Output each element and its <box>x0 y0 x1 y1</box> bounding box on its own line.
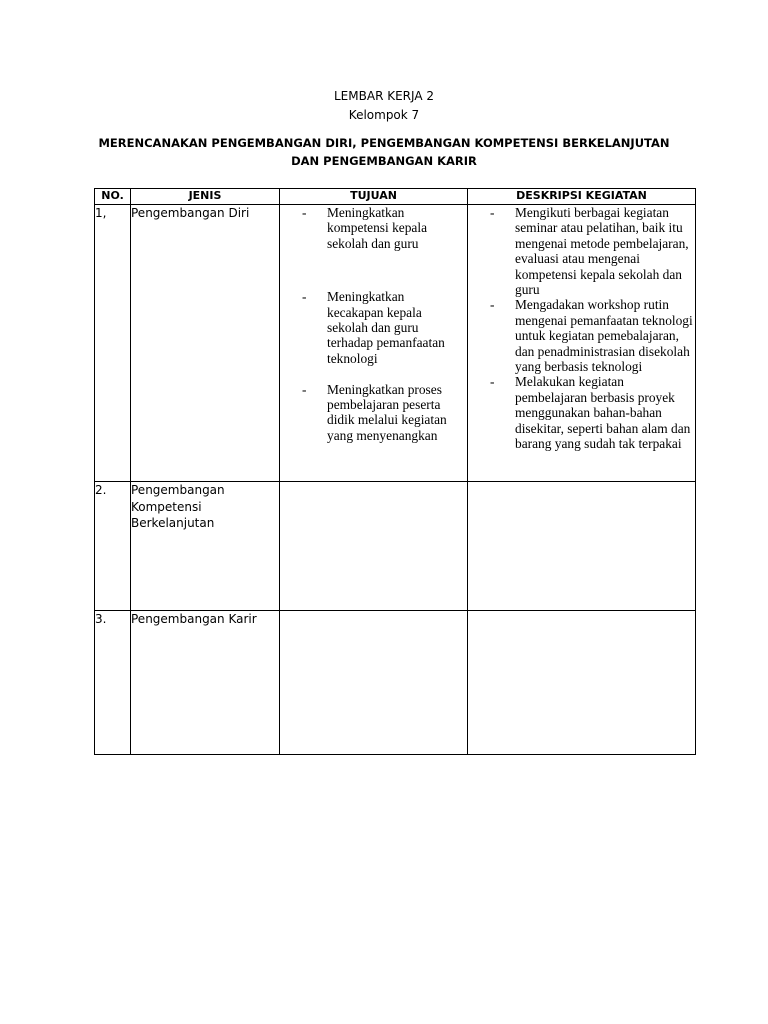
bullet-dash: - <box>490 374 495 390</box>
column-header-deskripsi: DESKRIPSI KEGIATAN <box>468 189 696 205</box>
heading-line-1: MERENCANAKAN PENGEMBANGAN DIRI, PENGEMBANGAN KOMPETENSI BERKELANJUTAN <box>98 136 670 150</box>
row-tujuan <box>280 482 468 611</box>
list-item <box>468 205 695 297</box>
tujuan-list <box>280 205 467 443</box>
column-header-jenis: JENIS <box>131 189 280 205</box>
bullet-dash: - <box>302 289 307 305</box>
row-jenis: Pengembangan Kompetensi Berkelanjutan <box>131 482 280 611</box>
column-header-no: NO. <box>95 189 131 205</box>
list-item <box>280 289 467 366</box>
list-item <box>468 297 695 374</box>
deskripsi-list <box>468 205 695 452</box>
list-item <box>280 382 467 444</box>
group-label: Kelompok 7 <box>348 108 420 122</box>
table-row <box>95 482 696 611</box>
list-item-text: Meningkatkan proses pembelajaran peserta didik melalui kegiatan yang menyenangkan <box>327 381 447 443</box>
bullet-dash: - <box>490 297 495 313</box>
row-number: 1, <box>95 205 131 482</box>
document-heading <box>0 134 768 170</box>
list-item-text: Meningkatkan kecakapan kepala sekolah dan guru terhadap pemanfaatan teknologi <box>327 289 445 366</box>
heading-line-2: DAN PENGEMBANGAN KARIR <box>291 154 477 168</box>
row-tujuan <box>280 611 468 755</box>
table-header-row <box>95 189 696 205</box>
row-tujuan <box>280 205 468 482</box>
row-deskripsi <box>468 611 696 755</box>
row-jenis: Pengembangan Karir <box>131 611 280 755</box>
table-row <box>95 611 696 755</box>
row-deskripsi <box>468 205 696 482</box>
list-item-text: Mengikuti berbagai kegiatan seminar atau pelatihan, baik itu mengenai metode pembelajaran, evaluasi atau mengenai kompetensi kepala sekolah dan guru <box>515 205 689 298</box>
row-number: 3. <box>95 611 131 755</box>
row-jenis: Pengembangan Diri <box>131 205 280 482</box>
list-item <box>280 205 467 251</box>
bullet-dash: - <box>302 205 307 220</box>
list-item <box>468 374 695 451</box>
table-row <box>95 205 696 482</box>
planning-table <box>94 188 696 755</box>
bullet-dash: - <box>302 381 307 397</box>
list-item-text: Melakukan kegiatan pembelajaran berbasis proyek menggunakan bahan-bahan disekitar, seperti bahan alam dan barang yang sudah tak terpakai <box>515 374 691 452</box>
bullet-dash: - <box>490 205 495 220</box>
row-number: 2. <box>95 482 131 611</box>
row-deskripsi <box>468 482 696 611</box>
list-item-text: Meningkatkan kompetensi kepala sekolah dan guru <box>327 205 428 251</box>
list-item-text: Mengadakan workshop rutin mengenai pemanfaatan teknologi untuk kegiatan pemebalajaran, dan penadministrasian disekolah yang berbasis teknologi <box>515 297 693 375</box>
worksheet-title: LEMBAR KERJA 2 <box>334 89 434 103</box>
column-header-tujuan: TUJUAN <box>280 189 468 205</box>
